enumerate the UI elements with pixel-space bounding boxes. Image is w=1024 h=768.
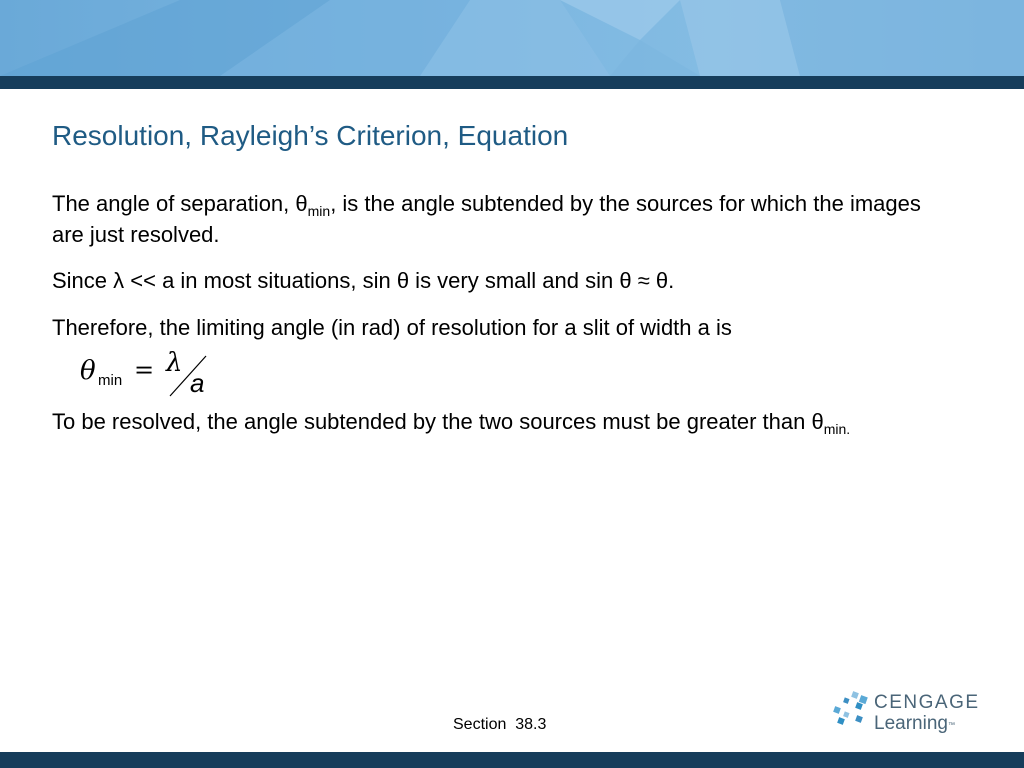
header-band bbox=[0, 0, 1024, 76]
paragraph-resolved-condition bbox=[52, 406, 942, 437]
paragraph1-subscript: min bbox=[307, 203, 331, 219]
paragraph-limiting-angle: Therefore, the limiting angle (in rad) of resolution for a slit of width a is bbox=[52, 315, 732, 340]
slide-title: Resolution, Rayleigh’s Criterion, Equation bbox=[52, 120, 569, 151]
header-decoration bbox=[0, 0, 1024, 76]
header-rule bbox=[0, 76, 1024, 89]
paragraph-small-angle: Since λ << a in most situations, sin θ is very small and sin θ ≈ θ. bbox=[52, 268, 675, 293]
equation-numerator: λ bbox=[166, 348, 183, 378]
equation-equals: = bbox=[134, 356, 155, 384]
equation-denominator: a bbox=[190, 368, 205, 398]
logo-text-learning-word: Learning bbox=[874, 713, 948, 734]
resolution-equation bbox=[80, 348, 220, 400]
cengage-logo-mark-icon bbox=[832, 690, 870, 730]
logo-text-learning bbox=[874, 713, 955, 735]
logo-trademark: ™ bbox=[947, 722, 955, 729]
paragraph1-text-start: The angle of separation, θ bbox=[52, 191, 308, 216]
paragraph4-subscript: min. bbox=[823, 421, 851, 437]
footer-rule bbox=[0, 752, 1024, 768]
logo-text-cengage: CENGAGE bbox=[874, 692, 980, 713]
cengage-logo bbox=[832, 690, 982, 738]
equation-subscript: min bbox=[98, 372, 123, 389]
equation-theta: θ bbox=[80, 356, 96, 386]
paragraph4-text: To be resolved, the angle subtended by the two sources must be greater than θ bbox=[52, 409, 824, 434]
paragraph-angle-of-separation bbox=[52, 188, 942, 250]
section-label: Section 38.3 bbox=[453, 716, 547, 733]
paragraph1-text-end: , is the angle subtended by the sources for which the images are just resolved. bbox=[52, 191, 921, 247]
